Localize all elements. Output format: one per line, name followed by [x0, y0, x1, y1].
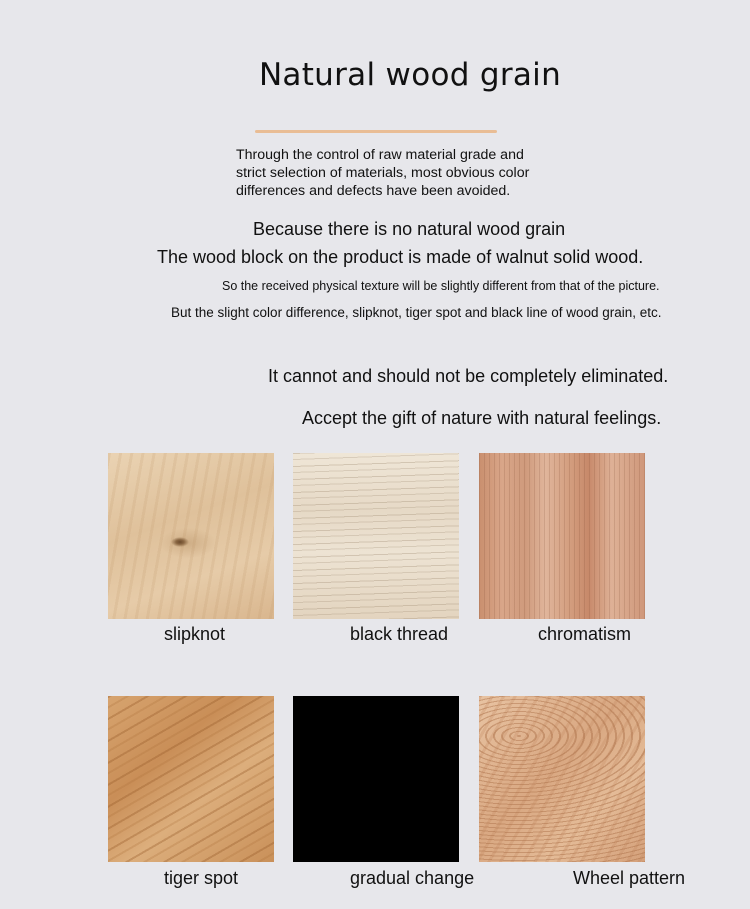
text-line-1: Because there is no natural wood grain: [253, 219, 566, 239]
text-line-4: But the slight color difference, slipknot, tiger spot and black line of wood grain, etc.: [171, 305, 662, 320]
page-title: Natural wood grain: [258, 56, 562, 93]
slipknot-sample-image: [108, 453, 274, 619]
sample-caption-tiger-spot: tiger spot: [164, 868, 239, 888]
text-line-2: The wood block on the product is made of walnut solid wood.: [157, 247, 644, 267]
sample-caption-wheel-pattern: Wheel pattern: [573, 868, 686, 888]
text-line-5: It cannot and should not be completely eliminated.: [268, 366, 669, 386]
sample-caption-slipknot: slipknot: [164, 624, 226, 644]
chromatism-sample-image: [479, 453, 645, 619]
sample-caption-black-thread: black thread: [350, 624, 449, 644]
gradual-change-sample-image: [293, 696, 459, 862]
black-thread-sample-image: [293, 453, 459, 619]
text-line-3: So the received physical texture will be slightly different from that of the picture.: [222, 279, 660, 293]
accent-divider: [255, 130, 497, 133]
sample-caption-gradual-change: gradual change: [350, 868, 475, 888]
wheel-pattern-sample-image: [479, 696, 645, 862]
intro-paragraph: Through the control of raw material grade and strict selection of materials, most obvious color differences and defects have been avoided.: [236, 147, 530, 199]
sample-caption-chromatism: chromatism: [538, 624, 632, 644]
tiger-spot-sample-image: [108, 696, 274, 862]
text-line-6: Accept the gift of nature with natural feelings.: [302, 408, 662, 428]
